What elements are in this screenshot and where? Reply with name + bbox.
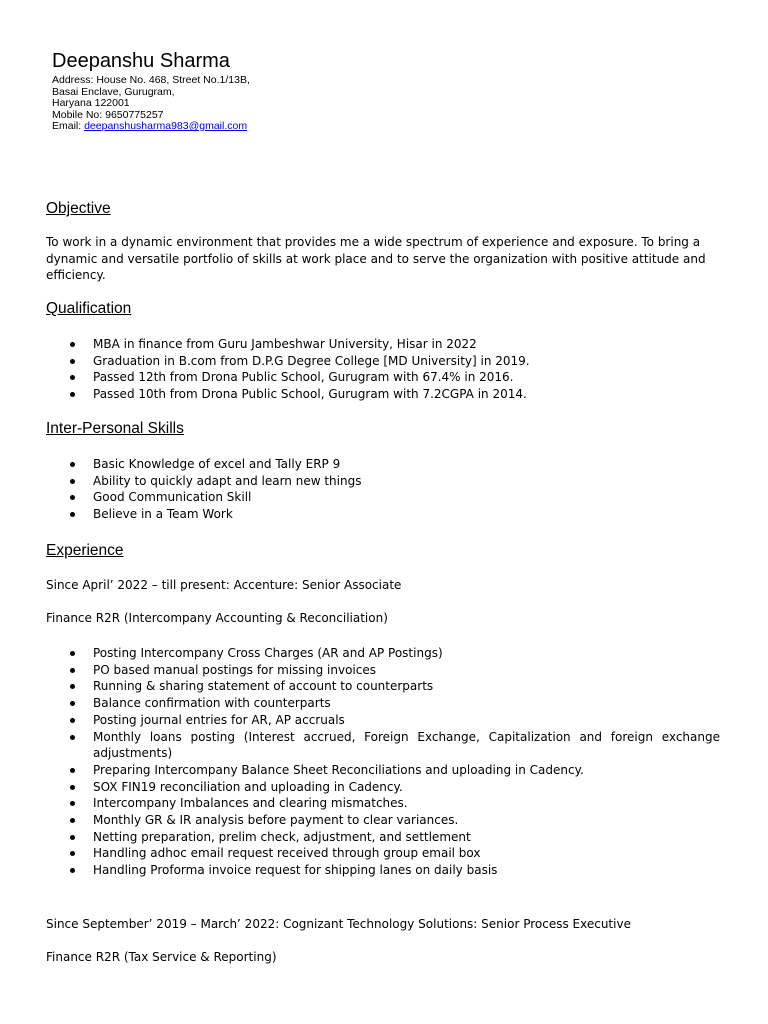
list-item: Posting Intercompany Cross Charges (AR and AP Postings) [46,645,720,662]
list-item: Ability to quickly adapt and learn new things [46,473,720,490]
job1-period: Since April’ 2022 – till present: Accenture: Senior Associate [46,578,402,592]
bullet-icon [70,718,75,723]
list-item: Believe in a Team Work [46,506,720,523]
bullet-icon [70,868,75,873]
bullet-icon [70,701,75,706]
job1-role: Finance R2R (Intercompany Accounting & Reconciliation) [46,611,388,625]
list-item: Intercompany Imbalances and clearing mismatches. [46,795,720,812]
bullet-icon [70,785,75,790]
email-row [52,121,250,133]
bullet-icon [70,801,75,806]
list-item: Basic Knowledge of excel and Tally ERP 9 [46,456,720,473]
address-line-2: Basai Enclave, Gurugram, [52,85,175,98]
bullet-icon [70,835,75,840]
objective-heading: Objective [46,200,111,217]
bullet-icon [70,479,75,484]
list-item: MBA in finance from Guru Jambeshwar University, Hisar in 2022 [46,336,720,353]
list-item: Graduation in B.com from D.P.G Degree College [MD University] in 2019. [46,353,720,370]
bullet-icon [70,495,75,500]
list-item: Passed 10th from Drona Public School, Gurugram with 7.2CGPA in 2014. [46,386,720,403]
list-item: Passed 12th from Drona Public School, Gurugram with 67.4% in 2016. [46,369,720,386]
list-item: SOX FIN19 reconciliation and uploading in Cadency. [46,779,720,796]
mobile-number: Mobile No: 9650775257 [52,108,164,121]
bullet-icon [70,668,75,673]
bullet-icon [70,768,75,773]
list-item: Good Communication Skill [46,489,720,506]
bullet-icon [70,512,75,517]
bullet-icon [70,359,75,364]
bullet-icon [70,735,75,740]
bullet-icon [70,342,75,347]
list-item: PO based manual postings for missing invoices [46,662,720,679]
list-item: Posting journal entries for AR, AP accruals [46,712,720,729]
list-item: Balance confirmation with counterparts [46,695,720,712]
email-link[interactable]: deepanshusharma983@gmail.com [84,120,248,132]
job2-period: Since September’ 2019 – March’ 2022: Cognizant Technology Solutions: Senior Process Executive [46,917,631,931]
qualification-list [46,336,720,403]
job1-duties-list [46,645,720,879]
list-item: Handling adhoc email request received through group email box [46,845,720,862]
skills-heading: Inter-Personal Skills [46,420,184,437]
bullet-icon [70,851,75,856]
bullet-icon [70,375,75,380]
bullet-icon [70,818,75,823]
list-item: Monthly loans posting (Interest accrued, Foreign Exchange, Capitalization and foreign exchange adjustments) [46,729,720,762]
experience-heading: Experience [46,542,124,559]
list-item: Netting preparation, prelim check, adjustment, and settlement [46,829,720,846]
job2-role: Finance R2R (Tax Service & Reporting) [46,950,277,964]
qualification-heading: Qualification [46,300,132,317]
bullet-icon [70,392,75,397]
address-line-1: Address: House No. 468, Street No.1/13B, [52,74,250,86]
bullet-icon [70,651,75,656]
bullet-icon [70,684,75,689]
email-label: Email: [52,120,85,132]
contact-block [52,75,250,133]
list-item: Running & sharing statement of account to counterparts [46,678,720,695]
list-item: Handling Proforma invoice request for shipping lanes on daily basis [46,862,720,879]
address-line-3: Haryana 122001 [52,97,130,109]
list-item: Preparing Intercompany Balance Sheet Reconciliations and uploading in Cadency. [46,762,720,779]
candidate-name: Deepanshu Sharma [52,50,230,72]
list-item: Monthly GR & IR analysis before payment to clear variances. [46,812,720,829]
skills-list [46,456,720,523]
bullet-icon [70,462,75,467]
objective-text: To work in a dynamic environment that provides me a wide spectrum of experience and exposure. To bring a dynamic and versatile portfolio of skills at work place and to serve the organization with positive attitude and efficiency. [46,235,706,283]
